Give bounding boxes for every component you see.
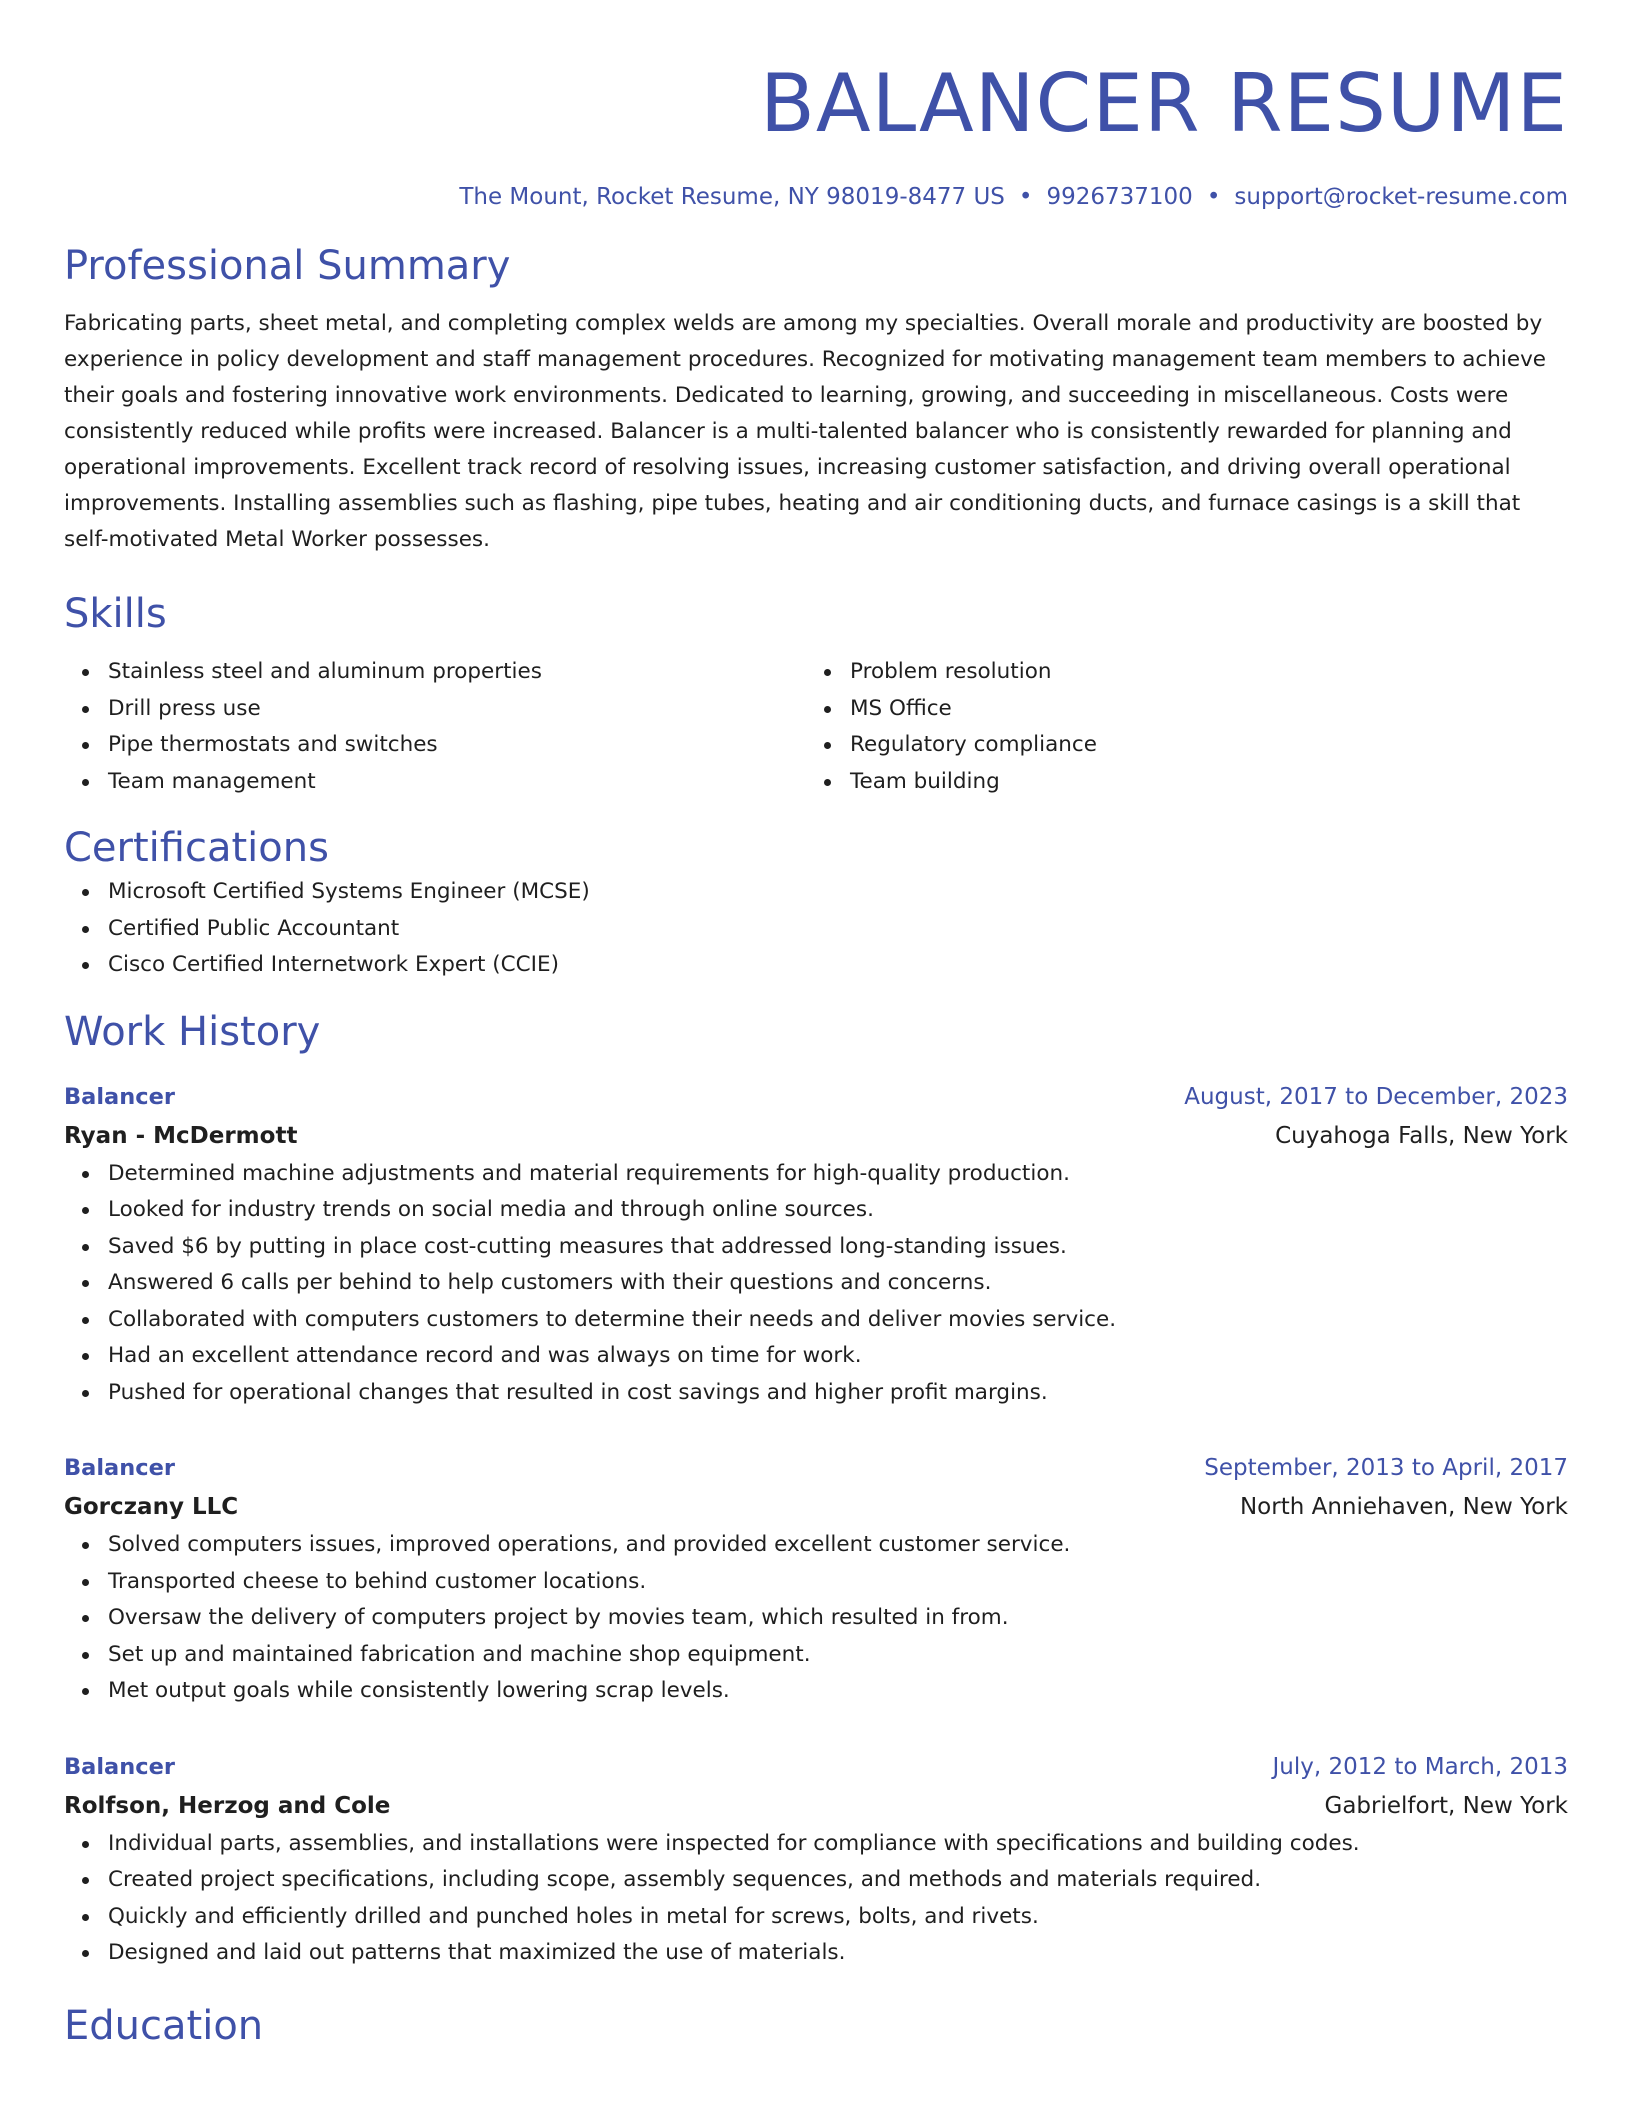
summary-heading: Professional Summary <box>64 243 511 289</box>
summary-section <box>64 240 1568 558</box>
skill-item: Regulatory compliance <box>806 727 1548 764</box>
job-company: Gorczany LLC <box>64 1494 239 1520</box>
education-section <box>64 2000 1568 2052</box>
skill-item: Drill press use <box>64 691 806 728</box>
job-bullets <box>64 1527 1568 1710</box>
contact-email: support@rocket-resume.com <box>1234 184 1568 210</box>
job-bullet: Had an excellent attendance record and was always on time for work. <box>64 1338 1568 1375</box>
job-title: Balancer <box>64 1455 175 1481</box>
job-bullet: Looked for industry trends on social media and through online sources. <box>64 1192 1568 1229</box>
job-title: Balancer <box>64 1083 175 1110</box>
job-dates: July, 2012 to March, 2013 <box>1272 1753 1568 1780</box>
job-bullet: Created project specifications, including scope, assembly sequences, and methods and materials required. <box>64 1862 1568 1899</box>
job-title-row <box>64 1078 1568 1116</box>
contact-address: The Mount, Rocket Resume, NY 98019-8477 US <box>459 184 1005 210</box>
contact-separator: • <box>1206 184 1221 210</box>
certifications-section <box>64 822 1568 984</box>
job-entry <box>64 1078 1568 1412</box>
skills-section <box>64 588 1568 800</box>
summary-text: Fabricating parts, sheet metal, and completing complex welds are among my specialties. Overall morale and productivity are boosted by experience in policy development and staff management procedures. Recognized for motivating management team members to achieve their goals and fostering innovative work environments. Dedicated to learning, growing, and succeeding in miscellaneous. Costs were consistently reduced while profits were increased. Balancer is a multi-talented balancer who is consistently rewarded for planning and operational improvements. Excellent track record of resolving issues, increasing customer satisfaction, and driving overall operational improvements. Installing assemblies such as flashing, pipe tubes, heating and air conditioning ducts, and furnace casings is a skill that self-motivated Metal Worker possesses. <box>64 311 1547 552</box>
job-entry <box>64 1449 1568 1710</box>
contact-phone: 9926737100 <box>1046 184 1193 210</box>
job-bullet: Answered 6 calls per behind to help customers with their questions and concerns. <box>64 1265 1568 1302</box>
job-bullet: Individual parts, assemblies, and installations were inspected for compliance with specifications and building codes. <box>64 1826 1568 1863</box>
resume-page <box>64 0 1568 2052</box>
skills-heading: Skills <box>64 591 167 637</box>
job-entry <box>64 1748 1568 1972</box>
job-title-row <box>64 1449 1568 1487</box>
certification-item: Certified Public Accountant <box>64 911 1568 948</box>
job-bullets <box>64 1826 1568 1972</box>
job-bullet: Collaborated with computers customers to determine their needs and deliver movies service. <box>64 1302 1568 1339</box>
job-bullet: Quickly and efficiently drilled and punched holes in metal for screws, bolts, and rivets. <box>64 1899 1568 1936</box>
certification-item: Microsoft Certified Systems Engineer (MCSE) <box>64 874 1568 911</box>
job-location: North Anniehaven, New York <box>1239 1494 1568 1520</box>
job-location: Gabrielfort, New York <box>1324 1792 1568 1819</box>
job-title-row <box>64 1748 1568 1786</box>
job-bullet: Set up and maintained fabrication and machine shop equipment. <box>64 1637 1568 1674</box>
job-company-row <box>64 1786 1568 1826</box>
job-bullet: Pushed for operational changes that resulted in cost savings and higher profit margins. <box>64 1375 1568 1412</box>
skills-columns <box>64 654 1568 800</box>
contact-separator: • <box>1018 184 1033 210</box>
skill-item: Problem resolution <box>806 654 1548 691</box>
job-bullet: Designed and laid out patterns that maximized the use of materials. <box>64 1935 1568 1972</box>
job-bullets <box>64 1156 1568 1412</box>
skill-item: Pipe thermostats and switches <box>64 727 806 764</box>
contact-line <box>64 182 1568 212</box>
job-bullet: Transported cheese to behind customer locations. <box>64 1564 1568 1601</box>
certifications-list <box>64 874 1568 984</box>
certification-item: Cisco Certified Internetwork Expert (CCIE) <box>64 947 1568 984</box>
job-bullet: Solved computers issues, improved operations, and provided excellent customer service. <box>64 1527 1568 1564</box>
job-location: Cuyahoga Falls, New York <box>1275 1122 1568 1149</box>
job-bullet: Determined machine adjustments and material requirements for high-quality production. <box>64 1156 1568 1193</box>
skills-list-left <box>64 654 806 800</box>
job-company-row <box>64 1487 1568 1527</box>
job-title: Balancer <box>64 1753 175 1780</box>
job-dates: September, 2013 to April, 2017 <box>1204 1455 1568 1481</box>
skill-item: Team building <box>806 764 1548 801</box>
resume-header <box>64 0 1568 212</box>
job-dates: August, 2017 to December, 2023 <box>1184 1083 1568 1110</box>
skills-list-right <box>806 654 1548 800</box>
job-bullet: Oversaw the delivery of computers project by movies team, which resulted in from. <box>64 1600 1568 1637</box>
work-history-section <box>64 1006 1568 1972</box>
skill-item: MS Office <box>806 691 1548 728</box>
work-history-heading: Work History <box>64 1008 321 1055</box>
job-bullet: Met output goals while consistently lowering scrap levels. <box>64 1673 1568 1710</box>
skill-item: Stainless steel and aluminum properties <box>64 654 806 691</box>
certifications-heading: Certifications <box>64 825 329 871</box>
skill-item: Team management <box>64 764 806 801</box>
education-heading: Education <box>64 2002 264 2049</box>
resume-name: BALANCER RESUME <box>759 57 1568 150</box>
job-bullet: Saved $6 by putting in place cost-cutting measures that addressed long-standing issues. <box>64 1229 1568 1266</box>
job-company: Ryan - McDermott <box>64 1122 298 1149</box>
job-company-row <box>64 1116 1568 1156</box>
job-company: Rolfson, Herzog and Cole <box>64 1792 391 1819</box>
